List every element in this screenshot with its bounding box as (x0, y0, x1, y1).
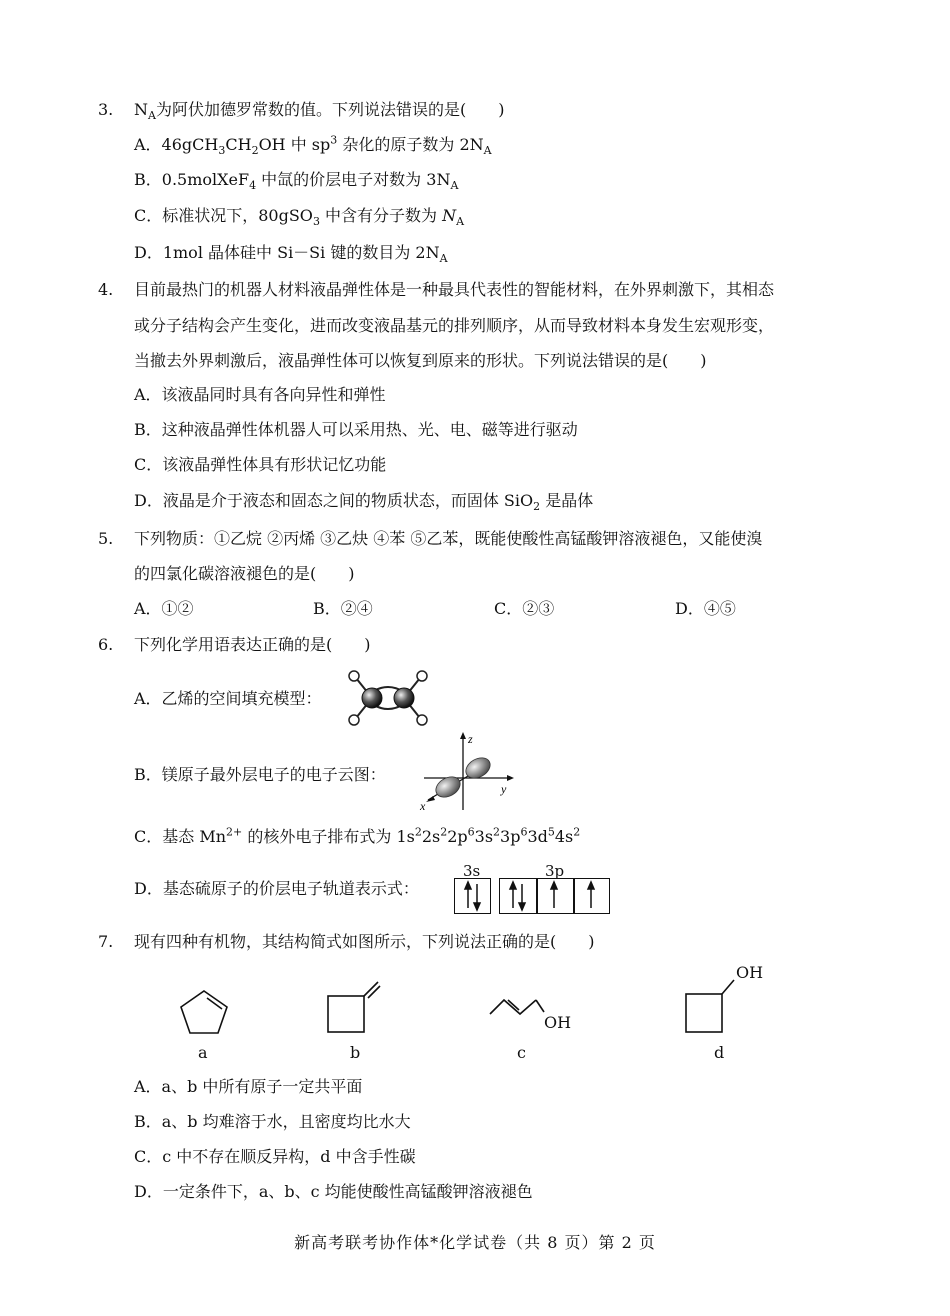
q3-option-c: C．标准状况下，80gSO$_3$ 中含有分子数为 $N_A$ (134, 206, 465, 229)
q6-number: 6. (98, 635, 114, 654)
structure-d-cyclobutanol (680, 976, 740, 1038)
q7-stem: 现有四种有机物，其结构简式如图所示，下列说法正确的是( ) (134, 932, 595, 951)
q6-stem: 下列化学用语表达正确的是( ) (134, 635, 371, 654)
q4-option-c: C．该液晶弹性体具有形状记忆功能 (134, 455, 387, 474)
q3-number: 3. (98, 100, 114, 119)
q4-stem-line1: 目前最热门的机器人材料液晶弹性体是一种最具代表性的智能材料，在外界刺激下，其相态 (134, 280, 775, 299)
ethylene-space-filling-model (340, 666, 436, 730)
orbital-label-3p: 3p (545, 862, 565, 880)
x-axis-label: x (420, 799, 426, 813)
q5-stem-line2: 的四氯化碳溶液褪色的是( ) (134, 564, 355, 583)
q7-number: 7. (98, 932, 114, 951)
orbital-arrows (454, 878, 614, 914)
q6-option-c: C．基态 $Mn^{2+}$ 的核外电子排布式为 $1s^22s^22p^63s^23p^63d^54s^2$ (134, 825, 581, 846)
q5-option-d: D．④⑤ (675, 599, 736, 618)
q7-option-b: B．a、b 均难溶于水，且密度均比水大 (134, 1112, 411, 1131)
q6-option-a: A．乙烯的空间填充模型： (134, 689, 322, 708)
q7-option-d: D．一定条件下，a、b、c 均能使酸性高锰酸钾溶液褪色 (134, 1182, 533, 1201)
q4-number: 4. (98, 280, 114, 299)
structure-c-label: c (517, 1043, 526, 1062)
q3-option-b: B．0.5molXeF$_4$ 中氙的价层电子对数为 $3N_A$ (134, 170, 459, 193)
structure-b-methylenecyclobutane (322, 978, 382, 1038)
q7-option-a: A．a、b 中所有原子一定共平面 (134, 1077, 363, 1096)
q5-number: 5. (98, 529, 114, 548)
q4-option-a: A．该液晶同时具有各向异性和弹性 (134, 385, 386, 404)
electron-configuration: $1s^22s^22p^63s^23p^63d^54s^2$ (396, 825, 581, 846)
q4-option-d: D．液晶是介于液态和固态之间的物质状态，而固体 SiO$_2$ 是晶体 (134, 491, 594, 514)
structure-a-cyclopentene (176, 988, 232, 1038)
q5-option-b: B．②④ (313, 599, 373, 618)
q5-option-a: A．①② (134, 599, 194, 618)
q4-stem-line2: 或分子结构会产生变化，进而改变液晶基元的排列顺序，从而导致材料本身发生宏观形变， (134, 316, 775, 335)
q4-stem-line3: 当撤去外界刺激后，液晶弹性体可以恢复到原来的形状。下列说法错误的是( ) (134, 351, 707, 370)
q7-option-c: C．c 中不存在顺反异构，d 中含手性碳 (134, 1147, 416, 1166)
q6-option-d: D．基态硫原子的价层电子轨道表示式： (134, 879, 419, 898)
structure-c-oh: OH (544, 1013, 572, 1032)
page-footer: 新高考联考协作体*化学试卷（共 8 页）第 2 页 (294, 1233, 656, 1252)
structure-a-label: a (198, 1043, 208, 1062)
y-axis-label: y (501, 782, 507, 796)
structure-d-oh: OH (736, 963, 764, 982)
structure-b-label: b (350, 1043, 361, 1062)
structure-c-butenol (488, 990, 548, 1030)
q3-stem: $N_A$为阿伏加德罗常数的值。下列说法错误的是( ) (134, 100, 505, 123)
z-axis-label: z (468, 732, 473, 746)
q4-option-b: B．这种液晶弹性体机器人可以采用热、光、电、磁等进行驱动 (134, 420, 578, 439)
q3-option-d: D．1mol 晶体硅中 Si－Si 键的数目为 $2N_A$ (134, 243, 448, 266)
q5-option-c: C．②③ (494, 599, 555, 618)
structure-d-label: d (714, 1043, 725, 1062)
q3-option-a: A．$46gCH_3CH_2OH$ 中 $sp^3$ 杂化的原子数为 $2N_A$ (134, 133, 492, 158)
q5-stem-line1: 下列物质：①乙烷 ②丙烯 ③乙炔 ④苯 ⑤乙苯，既能使酸性高锰酸钾溶液褪色，又能使溴 (134, 529, 763, 548)
electron-cloud-diagram (418, 730, 518, 814)
orbital-label-3s: 3s (463, 862, 481, 880)
q6-option-b: B．镁原子最外层电子的电子云图： (134, 765, 386, 784)
